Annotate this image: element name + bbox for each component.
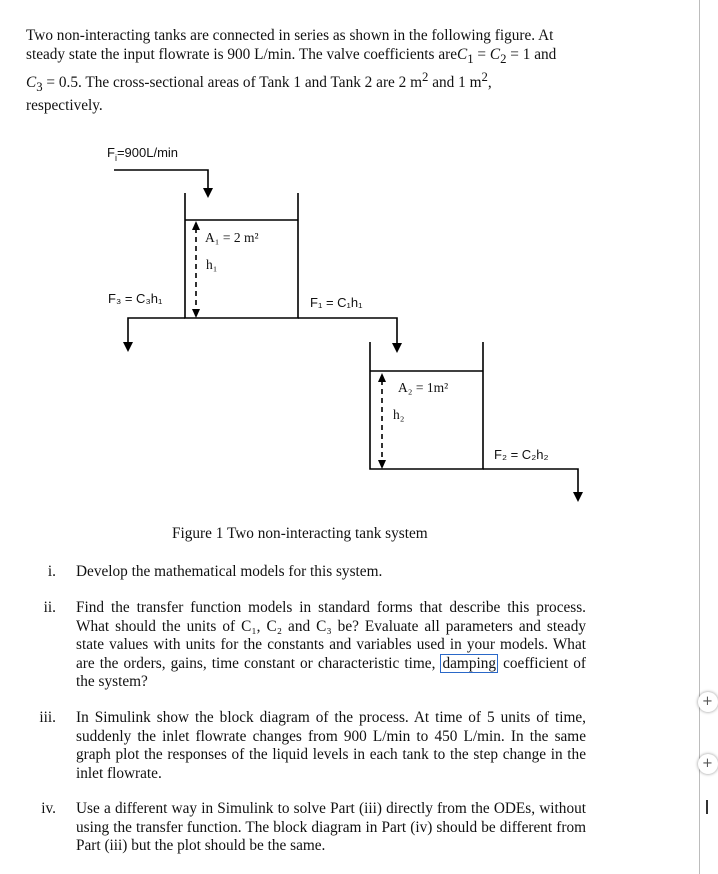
- side-plus-icon[interactable]: +: [698, 692, 718, 712]
- f3-label: F₃ = C₃h₁: [108, 291, 163, 306]
- question-number: iii.: [39, 709, 56, 726]
- right-gutter: [700, 0, 711, 874]
- f2-arrow-head: [573, 492, 583, 502]
- inlet-arrow-head: [203, 188, 213, 198]
- a2-label: A₂ = 1m²: [398, 380, 449, 395]
- f3-arrow-head: [123, 342, 133, 352]
- f1-label: F₁ = C₁h₁: [310, 295, 363, 310]
- highlighted-word[interactable]: damping: [442, 654, 497, 672]
- h2-label: h₂: [393, 407, 405, 422]
- edge-marker: [706, 800, 708, 814]
- question-text: Use a different way in Simulink to solve Part (iii) directly from the ODEs, without using the transfer function. The block diagram in Part (iv) should be different from Part (iii) but the plot should be the same.: [76, 800, 586, 855]
- question-number: ii.: [43, 599, 56, 616]
- question-text: Develop the mathematical models for this system.: [76, 563, 383, 580]
- intro-line-4: respectively.: [26, 96, 103, 114]
- h1-arrow-down: [192, 309, 200, 318]
- inlet-pipe: [114, 170, 208, 190]
- fi-label: $F_i=900L/\min$: [107, 145, 179, 163]
- a1-label: A₁ = 2 m²: [205, 230, 259, 245]
- tank-2: [370, 342, 483, 469]
- h1-arrow-up: [192, 221, 200, 230]
- intro-line-1: Two non-interacting tanks are connected in series as shown in the following figure. At: [26, 27, 554, 44]
- h2-arrow-down: [378, 460, 386, 469]
- f1-pipe: [298, 318, 397, 345]
- f1-arrow-head: [392, 343, 402, 353]
- tank-1: [185, 193, 298, 318]
- intro-line-2: steady state the input flowrate is 900 L/min. The valve coefficients areC$_1$ = $C_2 = 1$ and: [26, 45, 557, 66]
- side-add-icon[interactable]: +: [698, 754, 718, 774]
- intro-line-3: $C_3 = 0.5$. The cross-sectional areas of Tank 1 and Tank 2 are 2 $m^2$ and 1 $m^2$,: [26, 70, 492, 95]
- question-number: iv.: [41, 800, 56, 817]
- f2-pipe: [483, 469, 578, 494]
- question-text: Find the transfer function models in standard forms that describe this process. What should the units of C₁, C₂ and C₃ be? Evaluate all parameters and steady state values with units for the constants and variables used in your models. What are the orders, gains, time constant or characteristic time, damping coefficient of the system?: [76, 599, 587, 691]
- f3-pipe: [128, 318, 185, 344]
- question-text: In Simulink show the block diagram of the process. At time of 5 units of time, suddenly the inlet flowrate changes from 900 L/min to 450 L/min. In the same graph plot the responses of the liquid levels in each tank to the step change in the inlet flowrate.: [76, 709, 586, 782]
- figure-caption: Figure 1 Two non-interacting tank system: [172, 525, 428, 542]
- h1-label: h₁: [206, 257, 218, 272]
- f2-label: F₂ = C₂h₂: [494, 447, 549, 462]
- h2-arrow-up: [378, 373, 386, 382]
- question-number: i.: [47, 563, 56, 580]
